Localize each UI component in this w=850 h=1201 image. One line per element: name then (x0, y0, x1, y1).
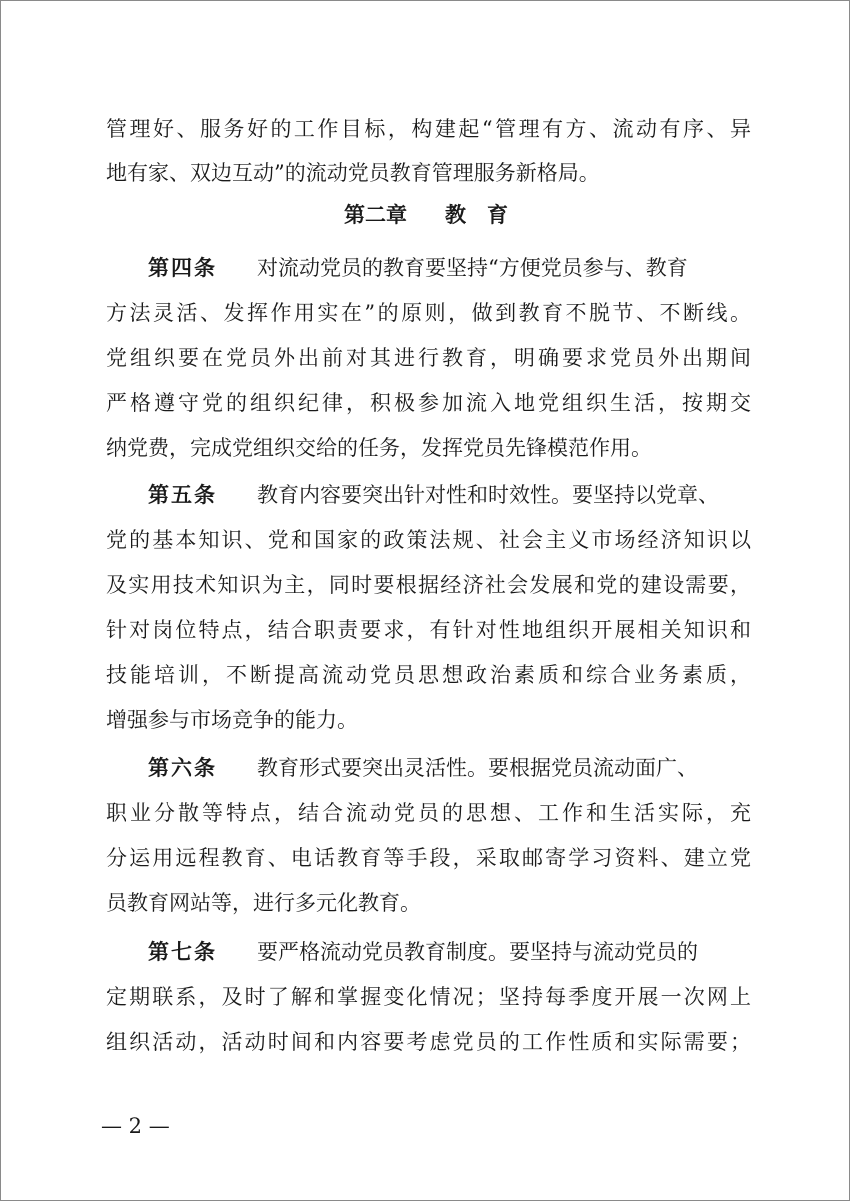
article-line: 纳党费，完成党组织交给的任务，发挥党员先锋模范作用。 (106, 436, 652, 460)
article-line: 技能培训，不断提高流动党员思想政治素质和综合业务素质， (106, 663, 751, 687)
article-first-line (148, 254, 688, 282)
article-line: 方法灵活、发挥作用实在”的原则，做到教育不脱节、不断线。 (106, 301, 751, 325)
article-first-line (148, 754, 698, 782)
chapter-heading (1, 201, 850, 229)
article-label: 第七条 (148, 940, 217, 964)
article-text: 教育形式要突出灵活性。要根据党员流动面广、 (257, 756, 698, 780)
article-line: 职业分散等特点，结合流动党员的思想、工作和生活实际，充 (106, 801, 751, 825)
article-text: 对流动党员的教育要坚持“方便党员参与、教育 (257, 256, 688, 280)
article-text: 要严格流动党员教育制度。要坚持与流动党员的 (257, 940, 698, 964)
intro-line: 地有家、双边互动”的流动党员教育管理服务新格局。 (106, 161, 600, 185)
article-line: 定期联系，及时了解和掌握变化情况；坚持每季度开展一次网上 (106, 985, 751, 1009)
article-line: 增强参与市场竞争的能力。 (106, 708, 358, 732)
article-text: 教育内容要突出针对性和时效性。要坚持以党章、 (257, 483, 719, 507)
chapter-number: 第二章 (344, 203, 407, 227)
page-number: — 2 — (101, 1114, 170, 1138)
article-first-line (148, 938, 698, 966)
article-label: 第五条 (148, 483, 217, 507)
article-label: 第四条 (148, 256, 217, 280)
article-line: 组织活动，活动时间和内容要考虑党员的工作性质和实际需要； (106, 1030, 751, 1054)
article-line: 党的基本知识、党和国家的政策法规、社会主义市场经济知识以 (106, 528, 751, 552)
article-first-line (148, 481, 719, 509)
article-label: 第六条 (148, 756, 217, 780)
intro-line: 管理好、服务好的工作目标，构建起“管理有方、流动有序、异 (106, 117, 751, 141)
article-line: 针对岗位特点，结合职责要求，有针对性地组织开展相关知识和 (106, 618, 751, 642)
article-line: 分运用远程教育、电话教育等手段，采取邮寄学习资料、建立党 (106, 846, 751, 870)
article-line: 严格遵守党的组织纪律，积极参加流入地党组织生活，按期交 (106, 391, 751, 415)
article-line: 员教育网站等，进行多元化教育。 (106, 891, 421, 915)
article-line: 党组织要在党员外出前对其进行教育，明确要求党员外出期间 (106, 346, 751, 370)
chapter-title: 教 育 (445, 203, 508, 227)
article-line: 及实用技术知识为主，同时要根据经济社会发展和党的建设需要， (106, 573, 751, 597)
